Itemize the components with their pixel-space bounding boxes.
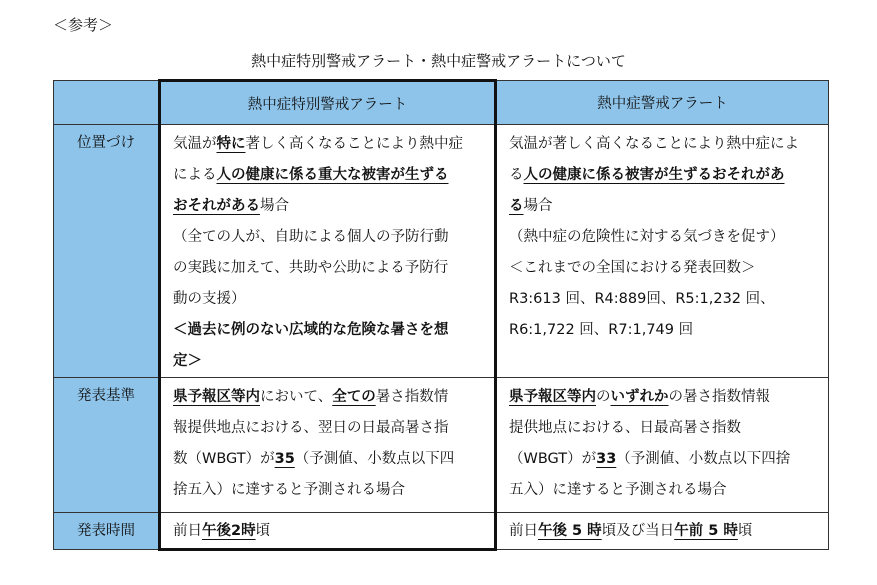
text-segment: 前日 <box>173 523 202 539</box>
header-row <box>54 81 829 125</box>
text-line <box>161 129 494 160</box>
text-line <box>497 222 828 253</box>
text-line <box>161 346 494 377</box>
text-line <box>497 475 828 506</box>
text-segment: （予測値、小数点以下四捨 <box>616 451 791 467</box>
emphasis-text: 県予報区等内 <box>509 389 596 405</box>
table-row <box>54 513 829 550</box>
text-segment: R3:613 回、R4:889回、R5:1,232 回、 <box>509 291 775 307</box>
text-line <box>161 516 494 547</box>
text-line <box>161 444 494 475</box>
header-blank <box>54 81 160 125</box>
header-special-alert: 熱中症特別警戒アラート <box>160 81 496 125</box>
row-label: 発表時間 <box>54 513 160 550</box>
text-segment: 五入）に達すると予測される場合 <box>509 482 727 498</box>
text-segment: （全ての人が、自助による個人の予防行動 <box>173 229 449 245</box>
text-line <box>161 160 494 191</box>
emphasis-text: 人の健康に係る重大な被害が生ずる <box>216 167 449 183</box>
text-segment: 暑さ指数情 <box>375 389 449 405</box>
text-segment: （WBGT）が <box>509 451 597 467</box>
cell-normal <box>496 125 829 378</box>
text-line <box>161 222 494 253</box>
text-line <box>161 413 494 444</box>
text-line <box>497 516 828 547</box>
text-segment: の暑さ指数情報 <box>668 389 770 405</box>
emphasis-text: ＜過去に例のない広域的な危険な暑さを想 <box>173 322 449 338</box>
table-row <box>54 125 829 378</box>
text-segment: による <box>173 167 217 183</box>
emphasis-text: おそれがある <box>173 198 260 214</box>
row-label: 位置づけ <box>54 125 160 378</box>
text-line <box>161 253 494 284</box>
text-segment: 前日 <box>509 523 538 539</box>
emphasis-text: 33 <box>596 451 617 467</box>
header-alert: 熱中症警戒アラート <box>496 81 829 125</box>
text-line <box>497 382 828 413</box>
text-segment: 場合 <box>523 198 553 214</box>
emphasis-text: 午後2時 <box>202 523 256 539</box>
text-segment: の <box>596 389 611 405</box>
text-segment: る <box>509 167 524 183</box>
cell-special <box>160 378 496 513</box>
text-segment: （予測値、小数点以下四 <box>294 451 455 467</box>
cell-special <box>160 513 496 550</box>
emphasis-text: 県予報区等内 <box>173 389 260 405</box>
text-segment: 頃 <box>737 523 753 539</box>
text-segment: ＜これまでの全国における発表回数＞ <box>509 260 756 276</box>
text-segment: において、 <box>260 389 333 405</box>
text-segment: 捨五入）に達すると予測される場合 <box>173 482 405 498</box>
emphasis-text: 全ての <box>332 389 376 405</box>
emphasis-text: 午前 5 時 <box>674 523 738 539</box>
emphasis-text: る <box>509 198 524 214</box>
text-segment: 動の支援） <box>173 291 246 307</box>
emphasis-text: 35 <box>274 451 295 467</box>
text-line <box>161 191 494 222</box>
text-segment: 提供地点における、日最高暑さ指数 <box>509 420 741 436</box>
text-line <box>161 382 494 413</box>
text-segment: 報提供地点における、翌日の日最高暑さ指 <box>173 420 449 436</box>
text-segment: 数（WBGT）が <box>173 451 275 467</box>
cell-normal <box>496 513 829 550</box>
text-line <box>161 315 494 346</box>
emphasis-text: 特に <box>216 136 246 152</box>
emphasis-text: 午後 5 時 <box>538 523 602 539</box>
text-segment: 頃 <box>255 523 271 539</box>
text-line <box>497 160 828 191</box>
text-line <box>497 444 828 475</box>
cell-special <box>160 125 496 378</box>
alert-comparison-table <box>53 79 829 551</box>
text-segment: （熱中症の危険性に対する気づきを促す） <box>509 229 785 245</box>
document-title: 熱中症特別警戒アラート・熱中症警戒アラートについて <box>251 52 626 70</box>
text-segment: の実践に加えて、共助や公助による予防行 <box>173 260 449 276</box>
text-line <box>497 191 828 222</box>
table-row <box>54 378 829 513</box>
row-label: 発表基準 <box>54 378 160 513</box>
emphasis-text: いずれか <box>610 389 669 405</box>
text-segment: 頃及び当日 <box>601 523 675 539</box>
text-line <box>497 253 828 284</box>
text-line <box>497 284 828 315</box>
text-segment: 著しく高くなることにより熱中症 <box>245 136 463 152</box>
text-line <box>161 284 494 315</box>
text-segment: R6:1,722 回、R7:1,749 回 <box>509 322 694 338</box>
text-segment: 気温が著しく高くなることにより熱中症によ <box>509 136 799 152</box>
text-segment: 気温が <box>173 136 217 152</box>
text-line <box>497 315 828 346</box>
reference-label: ＜参考＞ <box>53 16 114 34</box>
text-line <box>497 129 828 160</box>
text-line <box>497 413 828 444</box>
text-line <box>161 475 494 506</box>
text-segment: 場合 <box>260 198 289 214</box>
emphasis-text: 人の健康に係る被害が生ずるおそれがあ <box>523 167 785 183</box>
cell-normal <box>496 378 829 513</box>
emphasis-text: 定＞ <box>173 353 202 369</box>
